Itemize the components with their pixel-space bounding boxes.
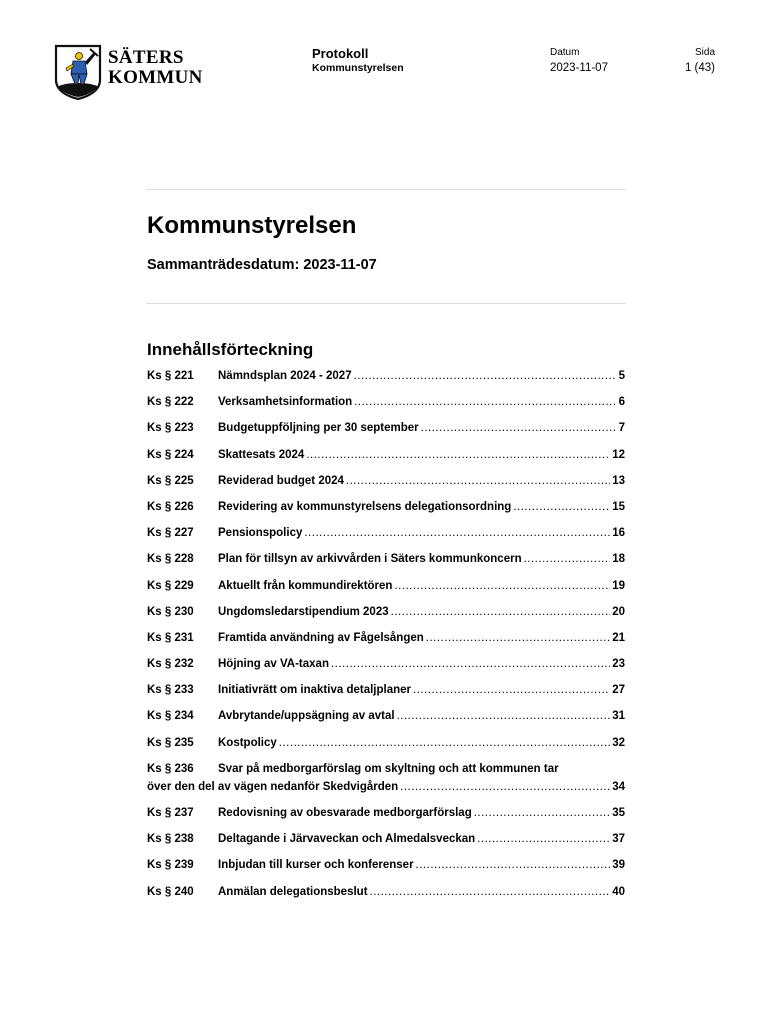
toc-section-number: Ks § 236 <box>147 762 194 775</box>
toc-leader <box>391 606 611 618</box>
toc-section-number: Ks § 228 <box>147 553 194 566</box>
toc-page: 6 <box>618 396 625 409</box>
toc-title: Budgetuppföljning per 30 september <box>218 422 419 435</box>
toc-leader <box>354 396 616 408</box>
page-title: Kommunstyrelsen <box>147 212 357 239</box>
toc-section-number: Ks § 225 <box>147 474 194 487</box>
toc-leader <box>331 658 610 670</box>
toc-page: 16 <box>612 527 625 540</box>
toc-title: Svar på medborgarförslag om skyltning och att kommunen tar <box>218 762 559 775</box>
toc-leader <box>413 684 610 696</box>
toc-section-number: Ks § 231 <box>147 631 194 644</box>
toc-leader <box>426 632 610 644</box>
toc-section-number: Ks § 222 <box>147 396 194 409</box>
toc-section-number: Ks § 232 <box>147 658 194 671</box>
toc-page: 31 <box>612 710 625 723</box>
toc-entry[interactable] <box>147 527 625 542</box>
toc-entry[interactable] <box>147 553 625 568</box>
toc-entry[interactable] <box>147 859 625 874</box>
toc-section-number: Ks § 238 <box>147 833 194 846</box>
toc-entry[interactable] <box>147 422 625 437</box>
toc-title: Anmälan delegationsbeslut <box>218 885 368 898</box>
document-type: Protokoll <box>312 46 369 61</box>
toc-page: 20 <box>612 605 625 618</box>
toc-entry[interactable] <box>147 658 625 673</box>
toc-page: 12 <box>612 448 625 461</box>
toc-leader <box>370 886 611 898</box>
toc-entry[interactable] <box>147 710 625 725</box>
toc-title: Inbjudan till kurser och konferenser <box>218 859 414 872</box>
toc-leader <box>354 370 617 382</box>
toc-page: 7 <box>618 422 625 435</box>
toc-section-number: Ks § 233 <box>147 684 194 697</box>
toc-section-number: Ks § 239 <box>147 859 194 872</box>
toc-leader <box>474 807 610 819</box>
toc-title: Revidering av kommunstyrelsens delegationsordning <box>218 500 512 513</box>
toc-leader <box>304 527 610 539</box>
toc-page: 37 <box>612 833 625 846</box>
toc-title: Nämndsplan 2024 - 2027 <box>218 370 352 382</box>
toc-title-continued: över den del av vägen nedanför Skedvigården <box>147 780 399 793</box>
toc-page: 15 <box>612 500 625 513</box>
toc-page: 27 <box>612 684 625 697</box>
toc-title: Ungdomsledarstipendium 2023 <box>218 605 389 618</box>
toc-leader <box>279 737 610 749</box>
toc-section-number: Ks § 234 <box>147 710 194 723</box>
toc-page: 40 <box>612 885 625 898</box>
toc-entry[interactable] <box>147 370 625 385</box>
toc-leader <box>416 859 611 871</box>
municipality-logo <box>54 44 214 100</box>
toc-section-number: Ks § 226 <box>147 500 194 513</box>
toc-page: 39 <box>612 859 625 872</box>
toc-entry[interactable] <box>147 886 625 901</box>
toc-page: 13 <box>612 474 625 487</box>
toc-entry[interactable] <box>147 475 625 490</box>
page-label: Sida <box>694 47 715 58</box>
toc-entry[interactable] <box>147 807 625 822</box>
toc-entry[interactable] <box>147 763 625 796</box>
toc-leader <box>421 422 617 434</box>
date-label: Datum <box>550 47 580 58</box>
toc-section-number: Ks § 230 <box>147 605 194 618</box>
logo-wordmark <box>108 48 203 88</box>
toc-page: 34 <box>612 780 625 793</box>
toc-entry[interactable] <box>147 606 625 621</box>
toc-page: 21 <box>612 631 625 644</box>
toc-entry[interactable] <box>147 684 625 699</box>
toc-page: 18 <box>612 553 625 566</box>
toc-title: Verksamhetsinformation <box>218 396 353 409</box>
toc-title: Plan för tillsyn av arkivvården i Säters kommunkoncern <box>218 553 522 566</box>
toc-title: Pensionspolicy <box>218 527 303 540</box>
toc-section-number: Ks § 221 <box>147 370 194 382</box>
toc-leader <box>394 580 610 592</box>
page-number: 1 (43) <box>684 62 715 74</box>
toc-page: 32 <box>612 736 625 749</box>
toc-entry[interactable] <box>147 580 625 595</box>
toc-leader <box>477 833 610 845</box>
toc-section-number: Ks § 237 <box>147 807 194 819</box>
divider-top <box>146 189 626 190</box>
toc-title: Höjning av VA-taxan <box>218 658 329 671</box>
divider-bottom <box>146 303 626 304</box>
toc-leader <box>346 475 610 487</box>
toc-section-number: Ks § 229 <box>147 579 194 592</box>
logo-line-1: SÄTERS <box>108 47 184 68</box>
toc-entry[interactable] <box>147 396 625 411</box>
toc-leader <box>306 449 610 461</box>
toc-entry[interactable] <box>147 632 625 647</box>
toc-page: 5 <box>618 370 625 382</box>
table-of-contents <box>147 370 625 912</box>
toc-leader <box>513 501 610 513</box>
toc-title: Skattesats 2024 <box>218 448 305 461</box>
toc-title: Reviderad budget 2024 <box>218 474 344 487</box>
toc-leader <box>400 781 610 793</box>
toc-section-number: Ks § 227 <box>147 527 194 540</box>
meeting-date: Sammanträdesdatum: 2023-11-07 <box>147 257 377 273</box>
toc-section-number: Ks § 235 <box>147 736 194 749</box>
toc-title: Deltagande i Järvaveckan och Almedalsveckan <box>218 833 476 846</box>
toc-entry[interactable] <box>147 501 625 516</box>
toc-heading: Innehållsförteckning <box>147 340 314 359</box>
toc-title: Initiativrätt om inaktiva detaljplaner <box>218 684 411 697</box>
toc-page: 19 <box>612 579 625 592</box>
toc-entry[interactable] <box>147 449 625 464</box>
toc-page: 23 <box>612 658 625 671</box>
logo-line-2: KOMMUN <box>108 67 203 88</box>
toc-title: Kostpolicy <box>218 736 277 749</box>
toc-entry[interactable] <box>147 833 625 848</box>
toc-leader <box>524 553 611 565</box>
toc-section-number: Ks § 240 <box>147 885 194 898</box>
date-value: 2023-11-07 <box>550 62 608 74</box>
toc-title: Framtida användning av Fågelsången <box>218 631 424 644</box>
toc-entry[interactable] <box>147 737 625 752</box>
coat-of-arms-icon <box>54 44 102 100</box>
toc-leader <box>397 710 611 722</box>
document-body: Kommunstyrelsen <box>312 62 404 74</box>
toc-section-number: Ks § 223 <box>147 422 194 435</box>
toc-page: 35 <box>612 807 625 819</box>
toc-section-number: Ks § 224 <box>147 448 194 461</box>
toc-title: Aktuellt från kommundirektören <box>218 579 393 592</box>
toc-title: Redovisning av obesvarade medborgarförslag <box>218 807 472 819</box>
toc-title: Avbrytande/uppsägning av avtal <box>218 710 395 723</box>
